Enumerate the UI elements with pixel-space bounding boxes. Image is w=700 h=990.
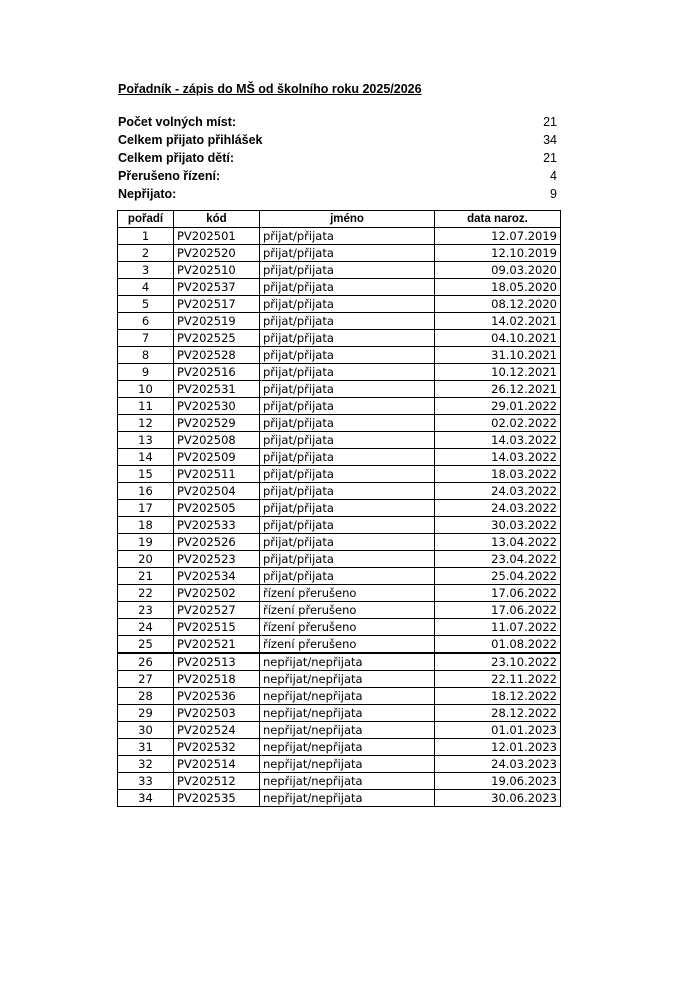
cell-birthdate: 08.12.2020 [435, 296, 561, 313]
table-body [118, 228, 561, 807]
cell-code: PV202509 [174, 449, 260, 466]
cell-name: nepřijat/nepřijata [260, 688, 435, 705]
cell-rank: 12 [118, 415, 174, 432]
table-row [118, 636, 561, 654]
cell-name: přijat/přijata [260, 364, 435, 381]
cell-birthdate: 01.01.2023 [435, 722, 561, 739]
table-row [118, 449, 561, 466]
cell-rank: 6 [118, 313, 174, 330]
summary-value: 4 [550, 169, 557, 183]
cell-name: přijat/přijata [260, 279, 435, 296]
cell-code: PV202513 [174, 653, 260, 671]
cell-name: nepřijat/nepřijata [260, 653, 435, 671]
table-row [118, 262, 561, 279]
cell-name: nepřijat/nepřijata [260, 773, 435, 790]
table-row [118, 364, 561, 381]
header-code: kód [174, 211, 260, 228]
cell-name: přijat/přijata [260, 296, 435, 313]
table-row [118, 279, 561, 296]
cell-code: PV202523 [174, 551, 260, 568]
cell-birthdate: 09.03.2020 [435, 262, 561, 279]
table-row [118, 568, 561, 585]
table-row [118, 688, 561, 705]
cell-code: PV202527 [174, 602, 260, 619]
cell-birthdate: 19.06.2023 [435, 773, 561, 790]
cell-birthdate: 30.03.2022 [435, 517, 561, 534]
cell-rank: 2 [118, 245, 174, 262]
cell-birthdate: 14.03.2022 [435, 432, 561, 449]
table-row [118, 790, 561, 807]
cell-birthdate: 04.10.2021 [435, 330, 561, 347]
cell-birthdate: 17.06.2022 [435, 585, 561, 602]
cell-name: přijat/přijata [260, 381, 435, 398]
cell-name: přijat/přijata [260, 313, 435, 330]
cell-name: nepřijat/nepřijata [260, 756, 435, 773]
cell-rank: 21 [118, 568, 174, 585]
cell-code: PV202520 [174, 245, 260, 262]
cell-code: PV202536 [174, 688, 260, 705]
table-row [118, 585, 561, 602]
cell-rank: 29 [118, 705, 174, 722]
summary-row-rejected [118, 185, 558, 203]
cell-code: PV202505 [174, 500, 260, 517]
table-row [118, 534, 561, 551]
cell-birthdate: 23.10.2022 [435, 653, 561, 671]
cell-name: přijat/přijata [260, 466, 435, 483]
cell-name: nepřijat/nepřijata [260, 739, 435, 756]
table-row [118, 705, 561, 722]
cell-birthdate: 13.04.2022 [435, 534, 561, 551]
cell-code: PV202535 [174, 790, 260, 807]
cell-code: PV202537 [174, 279, 260, 296]
cell-rank: 27 [118, 671, 174, 688]
cell-rank: 19 [118, 534, 174, 551]
cell-rank: 16 [118, 483, 174, 500]
cell-birthdate: 11.07.2022 [435, 619, 561, 636]
cell-rank: 8 [118, 347, 174, 364]
table-row [118, 245, 561, 262]
cell-name: řízení přerušeno [260, 619, 435, 636]
cell-rank: 17 [118, 500, 174, 517]
cell-rank: 34 [118, 790, 174, 807]
ranking-table [117, 210, 561, 807]
cell-name: nepřijat/nepřijata [260, 705, 435, 722]
summary-label: Přerušeno řízení: [118, 169, 221, 183]
cell-birthdate: 10.12.2021 [435, 364, 561, 381]
summary-row-interrupted [118, 167, 558, 185]
cell-birthdate: 02.02.2022 [435, 415, 561, 432]
table-row [118, 517, 561, 534]
cell-rank: 28 [118, 688, 174, 705]
cell-rank: 30 [118, 722, 174, 739]
cell-rank: 1 [118, 228, 174, 245]
cell-rank: 10 [118, 381, 174, 398]
summary-row-applications [118, 131, 558, 149]
cell-birthdate: 24.03.2022 [435, 483, 561, 500]
table-row [118, 483, 561, 500]
document-title: Pořadník - zápis do MŠ od školního roku 2025/2026 [118, 82, 422, 96]
table-row [118, 619, 561, 636]
cell-name: přijat/přijata [260, 517, 435, 534]
cell-birthdate: 28.12.2022 [435, 705, 561, 722]
cell-rank: 14 [118, 449, 174, 466]
table-row [118, 500, 561, 517]
cell-name: přijat/přijata [260, 449, 435, 466]
cell-code: PV202503 [174, 705, 260, 722]
cell-birthdate: 22.11.2022 [435, 671, 561, 688]
summary-value: 21 [543, 151, 557, 165]
table-row [118, 756, 561, 773]
cell-birthdate: 12.10.2019 [435, 245, 561, 262]
cell-rank: 5 [118, 296, 174, 313]
cell-rank: 22 [118, 585, 174, 602]
table-row [118, 551, 561, 568]
summary-label: Nepřijato: [118, 187, 177, 201]
cell-rank: 20 [118, 551, 174, 568]
table-row [118, 739, 561, 756]
cell-rank: 3 [118, 262, 174, 279]
cell-code: PV202532 [174, 739, 260, 756]
cell-name: nepřijat/nepřijata [260, 790, 435, 807]
cell-birthdate: 14.03.2022 [435, 449, 561, 466]
cell-name: přijat/přijata [260, 330, 435, 347]
cell-name: přijat/přijata [260, 415, 435, 432]
summary-value: 9 [550, 187, 557, 201]
cell-birthdate: 18.05.2020 [435, 279, 561, 296]
cell-name: nepřijat/nepřijata [260, 722, 435, 739]
cell-rank: 32 [118, 756, 174, 773]
cell-rank: 9 [118, 364, 174, 381]
cell-code: PV202508 [174, 432, 260, 449]
cell-name: řízení přerušeno [260, 636, 435, 654]
cell-rank: 13 [118, 432, 174, 449]
summary-value: 21 [543, 115, 557, 129]
cell-code: PV202514 [174, 756, 260, 773]
cell-rank: 18 [118, 517, 174, 534]
cell-birthdate: 25.04.2022 [435, 568, 561, 585]
cell-name: přijat/přijata [260, 551, 435, 568]
table-row [118, 296, 561, 313]
cell-name: řízení přerušeno [260, 585, 435, 602]
cell-birthdate: 01.08.2022 [435, 636, 561, 654]
cell-name: řízení přerušeno [260, 602, 435, 619]
cell-name: přijat/přijata [260, 483, 435, 500]
summary-block [118, 113, 558, 203]
cell-code: PV202502 [174, 585, 260, 602]
cell-birthdate: 24.03.2022 [435, 500, 561, 517]
cell-code: PV202501 [174, 228, 260, 245]
table-row [118, 773, 561, 790]
table-row [118, 330, 561, 347]
cell-rank: 33 [118, 773, 174, 790]
cell-birthdate: 17.06.2022 [435, 602, 561, 619]
cell-code: PV202526 [174, 534, 260, 551]
cell-code: PV202504 [174, 483, 260, 500]
cell-code: PV202515 [174, 619, 260, 636]
cell-name: nepřijat/nepřijata [260, 671, 435, 688]
cell-code: PV202529 [174, 415, 260, 432]
cell-rank: 15 [118, 466, 174, 483]
cell-name: přijat/přijata [260, 262, 435, 279]
table-row [118, 415, 561, 432]
cell-code: PV202516 [174, 364, 260, 381]
header-birthdate: data naroz. [435, 211, 561, 228]
cell-rank: 31 [118, 739, 174, 756]
cell-name: přijat/přijata [260, 398, 435, 415]
table-row [118, 228, 561, 245]
summary-row-accepted [118, 149, 558, 167]
cell-birthdate: 12.01.2023 [435, 739, 561, 756]
table-row [118, 653, 561, 671]
cell-birthdate: 14.02.2021 [435, 313, 561, 330]
cell-code: PV202533 [174, 517, 260, 534]
cell-birthdate: 24.03.2023 [435, 756, 561, 773]
cell-code: PV202530 [174, 398, 260, 415]
summary-label: Celkem přijato dětí: [118, 151, 234, 165]
cell-code: PV202525 [174, 330, 260, 347]
cell-name: přijat/přijata [260, 228, 435, 245]
cell-name: přijat/přijata [260, 347, 435, 364]
cell-code: PV202521 [174, 636, 260, 654]
cell-name: přijat/přijata [260, 500, 435, 517]
cell-rank: 25 [118, 636, 174, 654]
cell-birthdate: 18.03.2022 [435, 466, 561, 483]
cell-name: přijat/přijata [260, 568, 435, 585]
cell-code: PV202528 [174, 347, 260, 364]
header-name: jméno [260, 211, 435, 228]
cell-code: PV202512 [174, 773, 260, 790]
cell-name: přijat/přijata [260, 534, 435, 551]
cell-name: přijat/přijata [260, 432, 435, 449]
cell-code: PV202524 [174, 722, 260, 739]
table-row [118, 722, 561, 739]
cell-birthdate: 26.12.2021 [435, 381, 561, 398]
cell-rank: 4 [118, 279, 174, 296]
cell-birthdate: 29.01.2022 [435, 398, 561, 415]
cell-code: PV202519 [174, 313, 260, 330]
header-rank: pořadí [118, 211, 174, 228]
cell-birthdate: 12.07.2019 [435, 228, 561, 245]
table-row [118, 602, 561, 619]
summary-row-free-places [118, 113, 558, 131]
table-header-row [118, 211, 561, 228]
cell-code: PV202531 [174, 381, 260, 398]
cell-name: přijat/přijata [260, 245, 435, 262]
cell-code: PV202511 [174, 466, 260, 483]
table-row [118, 381, 561, 398]
table-row [118, 313, 561, 330]
table-row [118, 671, 561, 688]
cell-birthdate: 30.06.2023 [435, 790, 561, 807]
table-row [118, 466, 561, 483]
cell-code: PV202534 [174, 568, 260, 585]
cell-rank: 26 [118, 653, 174, 671]
cell-rank: 23 [118, 602, 174, 619]
table-row [118, 398, 561, 415]
summary-label: Celkem přijato přihlášek [118, 133, 263, 147]
cell-code: PV202510 [174, 262, 260, 279]
cell-birthdate: 31.10.2021 [435, 347, 561, 364]
cell-rank: 11 [118, 398, 174, 415]
cell-birthdate: 18.12.2022 [435, 688, 561, 705]
cell-birthdate: 23.04.2022 [435, 551, 561, 568]
cell-code: PV202518 [174, 671, 260, 688]
cell-rank: 24 [118, 619, 174, 636]
table-row [118, 347, 561, 364]
summary-value: 34 [543, 133, 557, 147]
table-row [118, 432, 561, 449]
cell-code: PV202517 [174, 296, 260, 313]
cell-rank: 7 [118, 330, 174, 347]
summary-label: Počet volných míst: [118, 115, 237, 129]
